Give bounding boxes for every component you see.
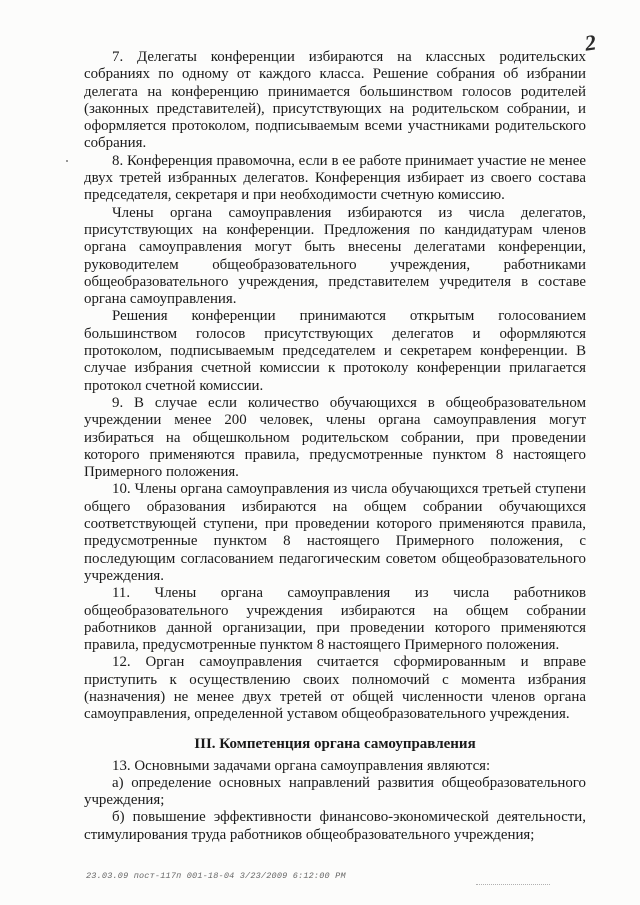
paragraph-13-b: б) повышение эффективности финансово-экономической деятельности, стимулирования труда работников общеобразовательного учреждения;: [84, 809, 586, 843]
paragraph-9: 9. В случае если количество обучающихся в общеобразовательном учреждении менее 200 человек, члены органа самоуправления могут избираться на общешкольном родительском собрании, при проведении которого применяются правила, предусмотренные пунктом 8 настоящего Примерного положения.: [84, 394, 586, 481]
paragraph-8: 8. Конференция правомочна, если в ее работе принимает участие не менее двух третей избранных делегатов. Конференция избирает из своего состава председателя, секретаря и при необходимости счетную комиссию.: [84, 152, 586, 204]
footer-file-stamp: 23.03.09 пост-117п 001-18-04 3/23/2009 6:12:00 PM: [86, 871, 346, 881]
section-heading: III. Компетенция органа самоуправления: [194, 735, 476, 752]
paragraph-13-a: а) определение основных направлений развития общеобразовательного учреждения;: [84, 774, 586, 809]
paragraph-8-members: Члены органа самоуправления избираются из числа делегатов, присутствующих на конференции. Предложения по кандидатурам членов органа самоуправления могут быть внесены делегатами конференции, руководителем общеобразовательного учреждения, работниками общеобразовательного учреждения, представителем учредителя в составе органа самоуправления.: [84, 204, 586, 308]
paragraph-13: 13. Основными задачами органа самоуправления являются:: [112, 757, 491, 774]
paragraph-11: 11. Члены органа самоуправления из числа работников общеобразовательного учреждения избираются на общем собрании работников данной организации, при проведении которого применяются правила, предусмотренные пунктом 8 настоящего Примерного положения.: [84, 585, 586, 654]
paragraph-7: 7. Делегаты конференции избираются на классных родительских собраниях по одному от каждого класса. Решение собрания об избрании делегата на конференцию принимается большинством голосов родителей (законных представителей), присутствующих на родительском собрании, и оформляется протоколом, подписываемым всеми участниками родительского собрания.: [84, 49, 586, 152]
paragraph-10: 10. Члены органа самоуправления из числа обучающихся третьей ступени общего образования избираются на общем собрании обучающихся соответствующей ступени, при проведении которого применяются правила, предусмотренные пунктом 8 настоящего Примерного положения, с последующим согласованием педагогическим советом общеобразовательного учреждения.: [84, 481, 586, 584]
document-body: [84, 49, 586, 844]
handwritten-page-number: 2: [583, 29, 598, 56]
paragraph-8-decisions: Решения конференции принимаются открытым голосованием большинством голосов присутствующих делегатов и оформляются протоколом, подписываемым председателем и секретарем конференции. В случае избрания счетной комиссии к протоколу конференции прилагается протокол счетной комиссии.: [84, 308, 586, 394]
paragraph-12: 12. Орган самоуправления считается сформированным и вправе приступить к осуществлению своих полномочий с момента избрания (назначения) не менее двух третей от общей численности членов органа самоуправления, определенной уставом общеобразовательного учреждения.: [84, 654, 586, 723]
scan-speck: [66, 160, 68, 162]
footer-scan-mark: [476, 884, 550, 888]
